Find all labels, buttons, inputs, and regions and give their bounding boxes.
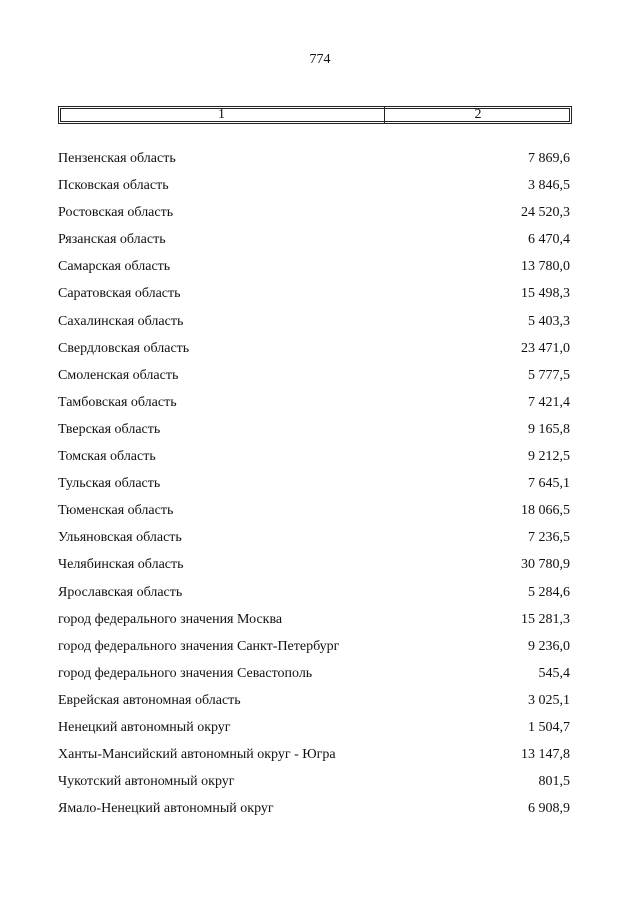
table-row bbox=[58, 177, 570, 204]
region-value: 3 846,5 bbox=[528, 178, 570, 194]
region-value: 18 066,5 bbox=[521, 503, 570, 519]
region-value: 545,4 bbox=[538, 665, 570, 681]
table-row bbox=[58, 313, 570, 340]
region-value: 6 908,9 bbox=[528, 801, 570, 817]
region-value: 7 869,6 bbox=[528, 151, 570, 166]
table-row bbox=[58, 394, 570, 421]
region-name: Тверская область bbox=[58, 421, 161, 437]
table-row bbox=[58, 746, 570, 773]
region-name: Сахалинская область bbox=[58, 313, 184, 329]
region-name: Пензенская область bbox=[58, 151, 176, 166]
region-name: Тюменская область bbox=[58, 503, 174, 519]
table-row bbox=[58, 340, 570, 367]
table-row bbox=[58, 204, 570, 231]
region-value: 5 403,3 bbox=[528, 313, 570, 329]
region-table-body bbox=[58, 150, 570, 827]
region-name: Еврейская автономная область bbox=[58, 692, 241, 708]
table-row bbox=[58, 475, 570, 502]
region-value: 9 212,5 bbox=[528, 449, 570, 465]
table-row bbox=[58, 800, 570, 827]
region-value: 5 777,5 bbox=[528, 367, 570, 383]
region-name: Самарская область bbox=[58, 259, 171, 275]
region-value: 7 645,1 bbox=[528, 476, 570, 492]
table-row bbox=[58, 502, 570, 529]
region-name: город федерального значения Москва bbox=[58, 611, 283, 627]
region-name: Ямало-Ненецкий автономный округ bbox=[58, 801, 274, 817]
column-header-2: 2 bbox=[474, 107, 482, 122]
region-name: Тульская область bbox=[58, 476, 161, 492]
region-name: Ярославская область bbox=[58, 584, 183, 600]
region-name: Псковская область bbox=[58, 178, 169, 194]
region-name: Саратовская область bbox=[58, 286, 181, 302]
table-row bbox=[58, 448, 570, 475]
region-value: 9 236,0 bbox=[528, 638, 570, 654]
region-name: Ненецкий автономный округ bbox=[58, 719, 231, 735]
region-value: 15 281,3 bbox=[521, 611, 570, 627]
region-name: Томская область bbox=[58, 449, 156, 465]
table-row bbox=[58, 367, 570, 394]
table-row bbox=[58, 692, 570, 719]
region-name: Ростовская область bbox=[58, 205, 174, 221]
region-value: 15 498,3 bbox=[521, 286, 570, 302]
region-value: 7 421,4 bbox=[528, 394, 570, 410]
page-number: 774 bbox=[309, 52, 331, 67]
table-row bbox=[58, 529, 570, 556]
table-row bbox=[58, 231, 570, 258]
region-name: город федерального значения Севастополь bbox=[58, 665, 313, 681]
region-value: 7 236,5 bbox=[528, 530, 570, 546]
region-value: 9 165,8 bbox=[528, 421, 570, 437]
region-value: 13 147,8 bbox=[521, 747, 570, 763]
region-name: Тамбовская область bbox=[58, 394, 177, 410]
table-row bbox=[58, 665, 570, 692]
region-value: 13 780,0 bbox=[521, 259, 570, 275]
region-value: 6 470,4 bbox=[528, 232, 570, 248]
region-name: город федерального значения Санкт-Петербург bbox=[58, 638, 340, 654]
region-value: 30 780,9 bbox=[521, 557, 570, 573]
region-value: 3 025,1 bbox=[528, 692, 570, 708]
region-value: 23 471,0 bbox=[521, 340, 570, 356]
region-name: Ханты-Мансийский автономный округ - Югра bbox=[58, 747, 336, 763]
table-row bbox=[58, 150, 570, 177]
region-name: Чукотский автономный округ bbox=[58, 774, 235, 790]
table-row bbox=[58, 611, 570, 638]
column-header-table bbox=[58, 106, 572, 124]
column-header-1: 1 bbox=[59, 107, 385, 123]
table-row bbox=[58, 285, 570, 312]
table-row bbox=[58, 421, 570, 448]
table-row bbox=[58, 638, 570, 665]
region-name: Свердловская область bbox=[58, 340, 190, 356]
table-row bbox=[58, 584, 570, 611]
region-name: Рязанская область bbox=[58, 232, 166, 248]
table-row bbox=[58, 556, 570, 583]
region-name: Челябинская область bbox=[58, 557, 184, 573]
region-name: Смоленская область bbox=[58, 367, 179, 383]
table-row bbox=[58, 258, 570, 285]
region-value: 5 284,6 bbox=[528, 584, 570, 600]
region-value: 1 504,7 bbox=[528, 719, 570, 735]
region-name: Ульяновская область bbox=[58, 530, 182, 546]
region-value: 24 520,3 bbox=[521, 205, 570, 221]
table-row bbox=[58, 773, 570, 800]
region-value: 801,5 bbox=[538, 774, 570, 790]
table-row bbox=[58, 719, 570, 746]
